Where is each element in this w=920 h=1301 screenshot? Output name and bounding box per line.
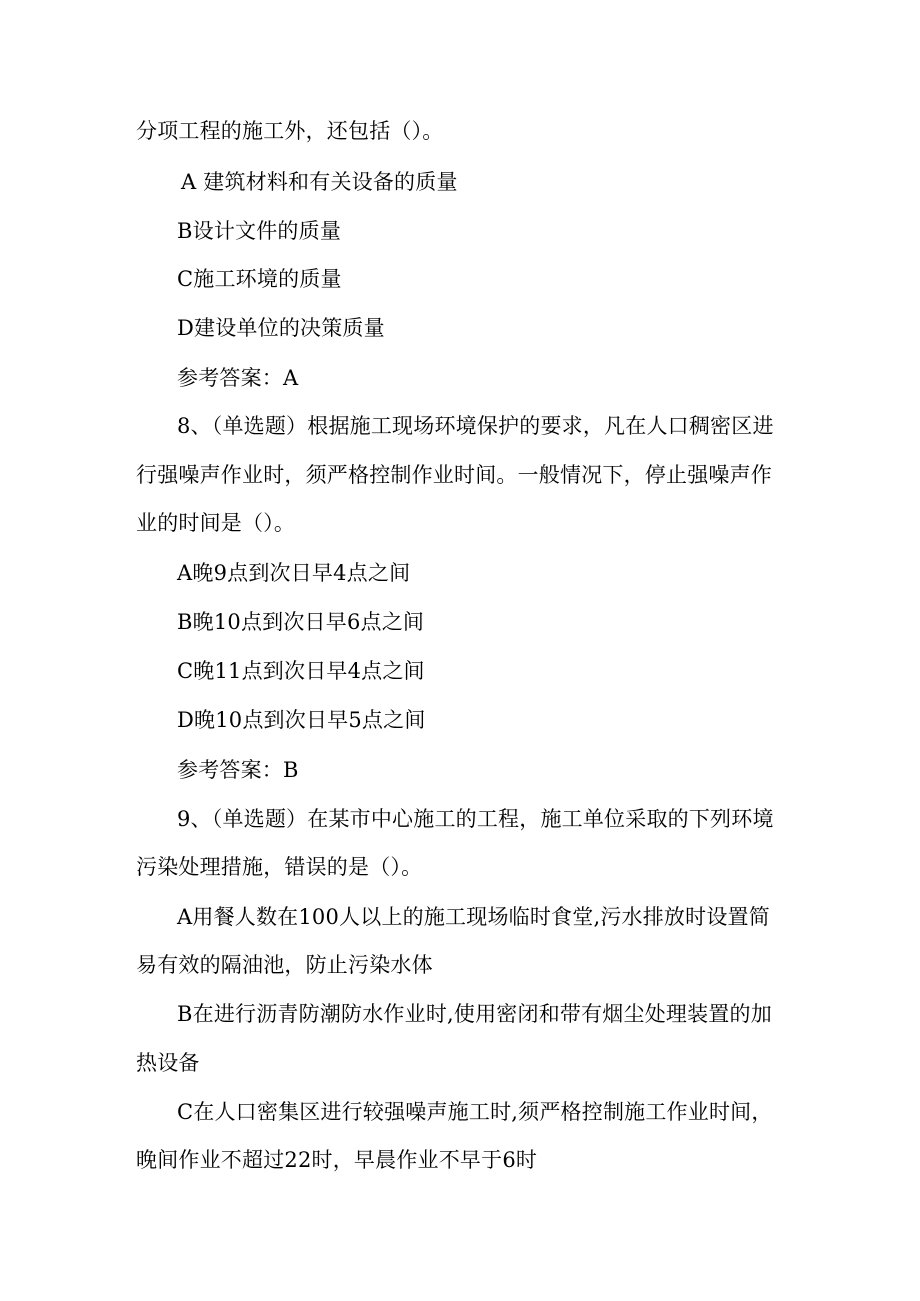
q7-option-a: A 建筑材料和有关设备的质量 [181, 170, 458, 194]
q8-stem-line-2: 行强噪声作业时，须严格控制作业时间。一般情况下，停止强噪声作 [136, 463, 772, 487]
q7-option-c: C施工环境的质量 [177, 267, 342, 291]
q8-option-b: B晚10点到次日早6点之间 [177, 610, 425, 634]
q9-stem-line-1: 9、（单选题）在某市中心施工的工程，施工单位采取的下列环境 [177, 807, 774, 831]
q9-option-a-line-1: A用餐人数在100人以上的施工现场临时食堂,污水排放时设置简 [177, 905, 770, 929]
q8-answer: 参考答案：B [177, 758, 299, 782]
q8-stem-line-3: 业的时间是（）。 [136, 511, 296, 535]
q7-option-d: D建设单位的决策质量 [177, 316, 385, 340]
q9-stem-line-2: 污染处理措施，错误的是（）。 [136, 855, 423, 879]
q7-stem-continuation: 分项工程的施工外，还包括（）。 [136, 119, 444, 143]
q8-option-c: C晚11点到次日早4点之间 [177, 659, 425, 683]
q9-option-c-line-1: C在人口密集区进行较强噪声施工时,须严格控制施工作业时间， [177, 1100, 773, 1124]
q9-option-c-line-2: 晚间作业不超过22时，早晨作业不早于6时 [136, 1148, 538, 1172]
q9-option-a-line-2: 易有效的隔油池，防止污染水体 [136, 953, 433, 977]
q8-option-a: A晚9点到次日早4点之间 [177, 561, 411, 585]
q8-option-d: D晚10点到次日早5点之间 [177, 708, 426, 732]
q7-answer: 参考答案：A [177, 366, 299, 390]
q9-option-b-line-1: B在进行沥青防潮防水作业时,使用密闭和带有烟尘处理装置的加 [177, 1002, 772, 1026]
q9-option-b-line-2: 热设备 [136, 1051, 200, 1075]
q8-stem-line-1: 8、（单选题）根据施工现场环境保护的要求，凡在人口稠密区进 [177, 414, 774, 438]
q7-option-b: B设计文件的质量 [177, 219, 342, 243]
